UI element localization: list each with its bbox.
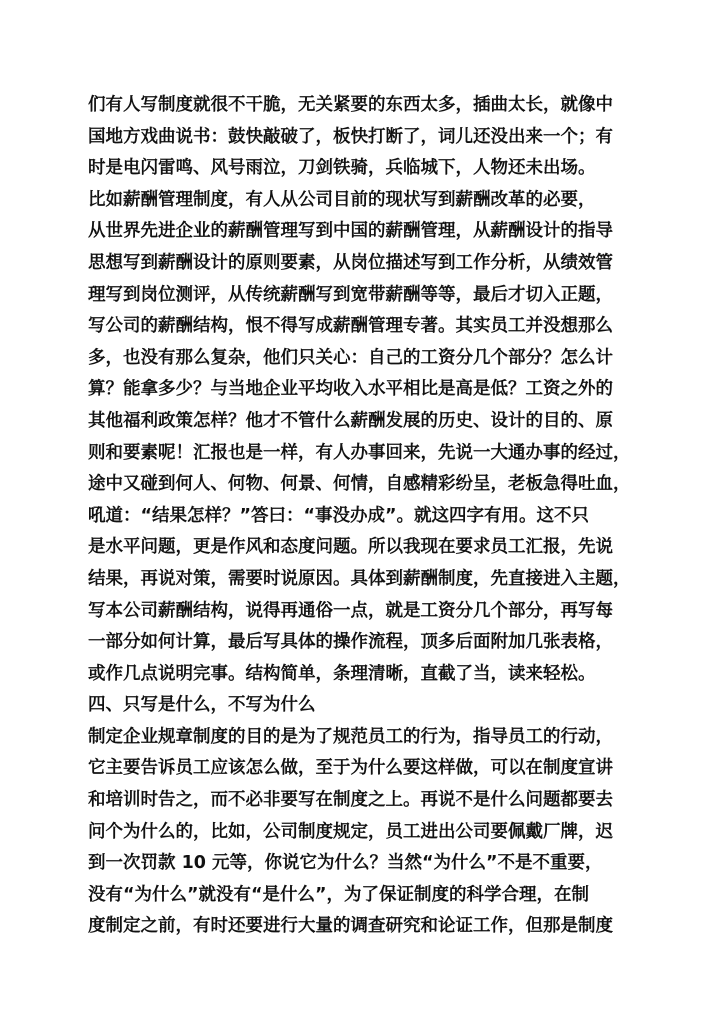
text-line: 一部分如何计算，最后写具体的操作流程，顶多后面附加几张表格， [88,632,613,653]
text-line: 是水平问题，更是作风和态度问题。所以我现在要求员工汇报，先说 [88,537,613,558]
text-line: 四、只写是什么，不写为什么 [88,695,316,716]
text-line: 写公司的薪酬结构，恨不得写成薪酬管理专著。其实员工并没想那么 [88,316,613,337]
text-line: 吼道：“结果怎样？”答曰：“事没办成”。就这四字有用。这不只 [88,505,590,526]
text-line: 写本公司薪酬结构，说得再通俗一点，就是工资分几个部分，再写每 [88,600,613,621]
text-line: 国地方戏曲说书：鼓快敲破了，板快打断了，词儿还没出来一个；有 [88,126,613,147]
text-line: 算？能拿多少？与当地企业平均收入水平相比是高是低？工资之外的 [88,379,613,400]
text-line: 到一次罚款 10 元等，你说它为什么？当然“为什么”不是不重要， [88,853,603,874]
text-line: 思想写到薪酬设计的原则要素，从岗位描述写到工作分析，从绩效管 [88,252,613,273]
body-text [88,90,648,943]
text-line: 时是电闪雷鸣、风号雨泣，刀剑铁骑，兵临城下，人物还未出场。 [88,158,596,179]
text-line: 从世界先进企业的薪酬管理写到中国的薪酬管理，从薪酬设计的指导 [88,221,613,242]
text-line: 则和要素呢！汇报也是一样，有人办事回来，先说一大通办事的经过， [88,442,631,463]
text-line: 没有“为什么”就没有“是什么”，为了保证制度的科学合理，在制 [88,884,590,905]
text-line: 其他福利政策怎样？他才不管什么薪酬发展的历史、设计的目的、原 [88,410,613,431]
text-line: 度制定之前，有时还要进行大量的调查研究和论证工作，但那是制度 [88,916,613,937]
text-line: 比如薪酬管理制度，有人从公司目前的现状写到薪酬改革的必要， [88,189,596,210]
text-line: 和培训时告之，而不必非要写在制度之上。再说不是什么问题都要去 [88,790,613,811]
text-line: 们有人写制度就很不干脆，无关紧要的东西太多，插曲太长，就像中 [88,95,613,115]
text-line: 理写到岗位测评，从传统薪酬写到宽带薪酬等等，最后才切入正题， [88,284,613,305]
text-line: 或作几点说明完事。结构简单，条理清晰，直截了当，读来轻松。 [88,663,596,684]
text-line: 结果，再说对策，需要时说原因。具体到薪酬制度，先直接进入主题， [88,568,631,589]
text-line: 多，也没有那么复杂，他们只关心：自己的工资分几个部分？怎么计 [88,347,613,368]
text-line: 制定企业规章制度的目的是为了规范员工的行为，指导员工的行动， [88,726,613,747]
text-line: 它主要告诉员工应该怎么做，至于为什么要这样做，可以在制度宣讲 [88,758,613,779]
text-line: 问个为什么的，比如，公司制度规定，员工进出公司要佩戴厂牌，迟 [88,821,613,842]
text-line: 途中又碰到何人、何物、何景、何情，自感精彩纷呈，老板急得吐血， [88,474,631,495]
